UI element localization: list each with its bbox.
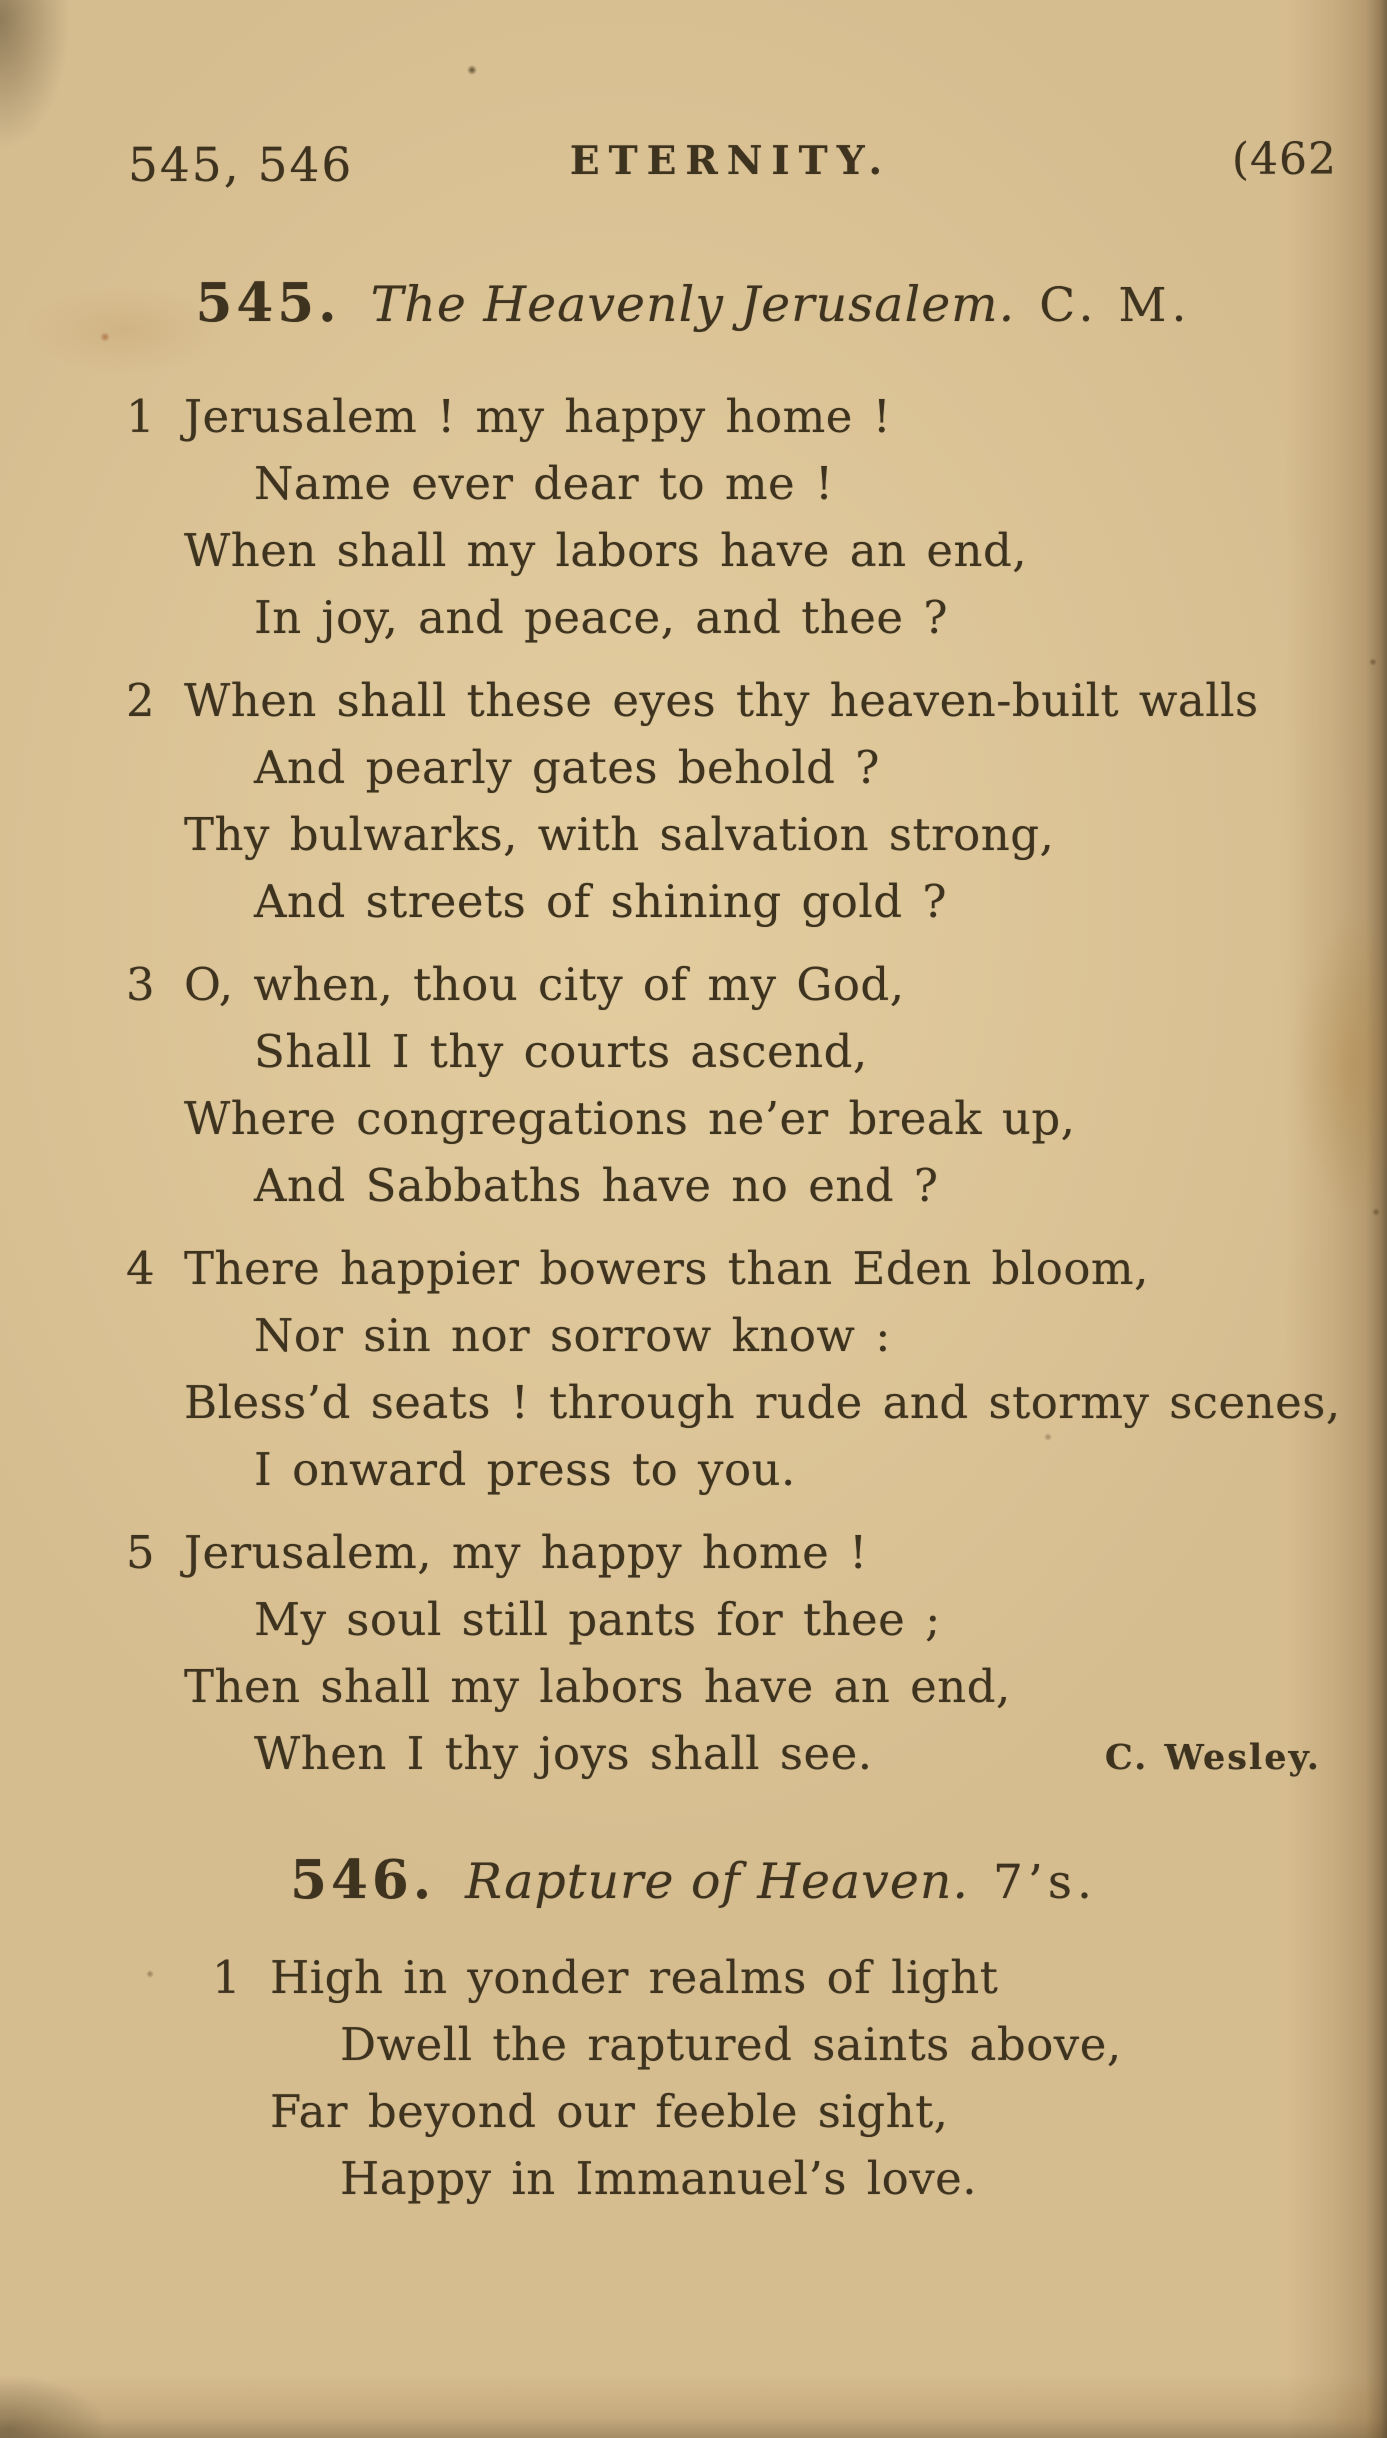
hymn-meter: C. M.	[1039, 278, 1192, 333]
verse-number: 2	[126, 674, 156, 727]
verse-line-text: Thy bulwarks, with salvation strong,	[184, 808, 1055, 861]
verse-line-text: I onward press to you.	[254, 1443, 796, 1496]
author-attribution: C. Wesley.	[1104, 1737, 1321, 1778]
verses	[0, 383, 1387, 1791]
verse-line-text: And pearly gates behold ?	[254, 741, 880, 794]
verse-number: 3	[126, 958, 156, 1011]
verse-line	[126, 1720, 1335, 1791]
verse-line	[126, 1085, 1335, 1152]
verse-line	[126, 1369, 1341, 1436]
verse-line	[126, 517, 1335, 584]
verse	[126, 951, 1335, 1219]
verse-line-text: In joy, and peace, and thee ?	[254, 591, 948, 644]
hymn-number: 546.	[290, 1849, 436, 1911]
verse	[126, 1235, 1341, 1503]
verse-number: 4	[126, 1242, 156, 1295]
hymn-title: The Heavenly Jerusalem.	[370, 276, 1016, 333]
verse-line-text: Shall I thy courts ascend,	[254, 1025, 868, 1078]
verse	[126, 667, 1335, 935]
header-section-title: ETERNITY.	[569, 138, 892, 184]
verse-line-text: High in yonder realms of light	[270, 1951, 999, 2004]
verse-line	[212, 2078, 1335, 2145]
verse-line	[126, 1235, 1335, 1302]
verse-line	[126, 1653, 1335, 1720]
verse-line	[126, 1586, 1335, 1653]
verse-line	[126, 667, 1335, 734]
verse-line-text: O, when, thou city of my God,	[184, 958, 905, 1011]
verse-line-text: Bless’d seats ! through rude and stormy scenes,	[184, 1376, 1341, 1429]
verse-line	[212, 1944, 1335, 2011]
verse-line-text: When shall these eyes thy heaven-built walls	[184, 674, 1259, 727]
verse	[126, 1519, 1335, 1791]
verse-line	[126, 868, 1335, 935]
hymn-section-546	[0, 1847, 1387, 2212]
verse-line-text: Jerusalem, my happy home !	[184, 1526, 868, 1579]
hymn-title-row	[0, 1847, 1387, 1926]
verse	[212, 1944, 1335, 2212]
verse-line	[126, 1302, 1335, 1369]
verse-line-text: Name ever dear to me !	[254, 457, 834, 510]
verse-number: 1	[126, 390, 156, 443]
verses	[0, 1944, 1387, 2212]
verse-line-text: And streets of shining gold ?	[254, 875, 948, 928]
verse-line	[126, 1018, 1335, 1085]
verse-line-text: Nor sin nor sorrow know :	[254, 1309, 891, 1362]
verse-line	[212, 2145, 1335, 2212]
hymns	[0, 270, 1387, 2212]
verse-line-text: Far beyond our feeble sight,	[270, 2085, 949, 2138]
verse-line	[126, 734, 1335, 801]
verse-line-text: And Sabbaths have no end ?	[254, 1159, 939, 1212]
hymn-meter: 7’s.	[993, 1855, 1097, 1910]
verse-line-text: Jerusalem ! my happy home !	[184, 390, 892, 443]
header-page-number: (462	[1231, 134, 1337, 185]
verse-line-text: When shall my labors have an end,	[184, 524, 1028, 577]
verse-line	[126, 951, 1335, 1018]
verse-line-text: Dwell the raptured saints above,	[340, 2018, 1122, 2071]
verse	[126, 383, 1335, 651]
hymn-number: 545.	[195, 272, 341, 334]
hymn-section-545	[0, 270, 1387, 1791]
verse-line	[126, 1519, 1335, 1586]
header-hymn-numbers: 545, 546	[128, 138, 354, 193]
verse-line-text: Then shall my labors have an end,	[184, 1660, 1011, 1713]
verse-line-text: Happy in Immanuel’s love.	[340, 2152, 978, 2205]
page-header	[0, 0, 1387, 208]
hymn-title: Rapture of Heaven.	[465, 1853, 969, 1910]
verse-line-text: There happier bowers than Eden bloom,	[184, 1242, 1149, 1295]
verse-line	[126, 584, 1335, 651]
verse-line	[212, 2011, 1335, 2078]
hymn-title-row	[0, 270, 1387, 349]
verse-line	[126, 383, 1335, 450]
verse-line-text: Where congregations ne’er break up,	[184, 1092, 1076, 1145]
verse-number: 1	[212, 1951, 242, 2004]
verse-line-text: My soul still pants for thee ;	[254, 1593, 941, 1646]
verse-number: 5	[126, 1526, 156, 1579]
verse-line	[126, 1436, 1335, 1503]
verse-line-text: When I thy joys shall see.	[254, 1727, 873, 1780]
verse-line	[126, 1152, 1335, 1219]
verse-line	[126, 450, 1335, 517]
verse-line	[126, 801, 1335, 868]
